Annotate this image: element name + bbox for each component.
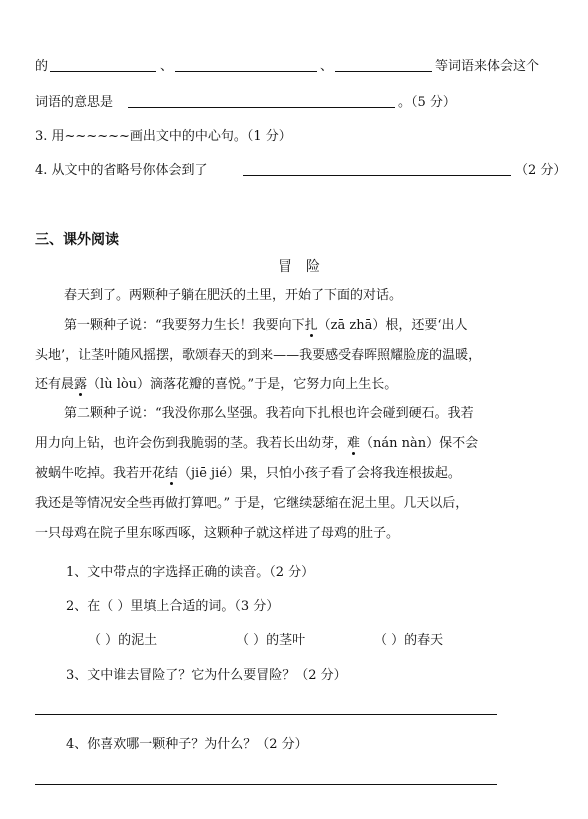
story-p3e: 一只母鸡在院子里东啄西啄，这颗种子就这样进了母鸡的肚子。 <box>35 526 400 541</box>
answer-blank-5[interactable] <box>243 163 511 176</box>
prev-q3-text: 3. 用~~~~~~画出文中的中心句。（1 分） <box>35 129 292 144</box>
story-p2b: 头地’，让茎叶随风摇摆，歌颂春天的到来——我要感受春晖照耀脸庞的温暖， <box>35 348 482 363</box>
story-p3b <box>35 436 478 452</box>
dotted-char-jie: 结 <box>165 466 179 481</box>
story-p2a-part2: （zā zhā）根，还要‘出人 <box>317 318 468 333</box>
section-heading-text: 三、课外阅读 <box>35 232 119 248</box>
prev-line2-start: 词语的意思是 <box>35 95 114 110</box>
question-3-text: 3、文中谁去冒险了？它为什么要冒险？（2 分） <box>66 668 347 683</box>
prev-q4-score: （2 分） <box>515 163 567 178</box>
dotted-char-nan: 难 <box>347 436 361 451</box>
story-p3b-part2: （nán nàn）保不会 <box>360 436 479 451</box>
story-title-text: 冒险 <box>278 259 334 275</box>
story-p2a <box>64 318 468 334</box>
question-2-text: 2、在（ ）里填上合适的词。（3 分） <box>66 599 280 614</box>
prev-line1-start: 的 <box>35 59 49 74</box>
answer-line-q4[interactable] <box>35 784 497 785</box>
prev-q4-text: 4. 从文中的省略号你体会到了 <box>35 163 208 178</box>
story-p3a: 第二颗种子说：“我没你那么坚强。我若向下扎根也许会碰到硬石。我若 <box>64 406 474 421</box>
prev-sep-1: 、 <box>160 59 174 74</box>
story-p3c <box>35 466 461 482</box>
story-p1: 春天到了。两颗种子躺在肥沃的土里，开始了下面的对话。 <box>64 288 403 303</box>
answer-blank-4[interactable] <box>128 95 395 108</box>
prev-line2-end: 。（5 分） <box>398 95 456 110</box>
answer-blank-1[interactable] <box>50 59 156 72</box>
story-p2c-part1: 还有晨 <box>35 377 75 392</box>
story-p2c-part2: （lù lòu）滴落花瓣的喜悦。”于是，它努力向上生长。 <box>87 377 398 392</box>
dotted-char-zha: 扎 <box>304 318 318 333</box>
story-p3c-part1: 被蜗牛吃掉。我若开花 <box>35 466 166 481</box>
fill-blank-leaves[interactable]: （ ）的茎叶 <box>236 633 306 648</box>
fill-blank-spring[interactable]: （ ）的春天 <box>374 633 444 648</box>
question-1-text: 1、文中带点的字选择正确的读音。（2 分） <box>66 565 315 580</box>
story-p3d: 我还是等情况安全些再做打算吧。” 于是，它继续瑟缩在泥土里。几天以后， <box>35 496 469 511</box>
answer-line-q3[interactable] <box>35 714 497 715</box>
answer-blank-3[interactable] <box>335 59 432 72</box>
fill-blank-soil[interactable]: （ ）的泥土 <box>88 633 158 648</box>
prev-sep-2: 、 <box>320 59 334 74</box>
prev-line1-end: 等词语来体会这个 <box>435 59 540 74</box>
story-p3c-part2: （jiē jié）果，只怕小孩子看了会将我连根拔起。 <box>178 466 461 481</box>
dotted-char-lu: 露 <box>74 377 88 392</box>
answer-blank-2[interactable] <box>175 59 317 72</box>
story-p3b-part1: 用力向上钻，也许会伤到我脆弱的茎。我若长出幼芽， <box>35 436 348 451</box>
question-4-text: 4、你喜欢哪一颗种子？为什么？（2 分） <box>66 737 308 752</box>
story-p2c <box>35 377 397 393</box>
story-p2a-part1: 第一颗种子说：“我要努力生长！我要向下 <box>64 318 305 333</box>
